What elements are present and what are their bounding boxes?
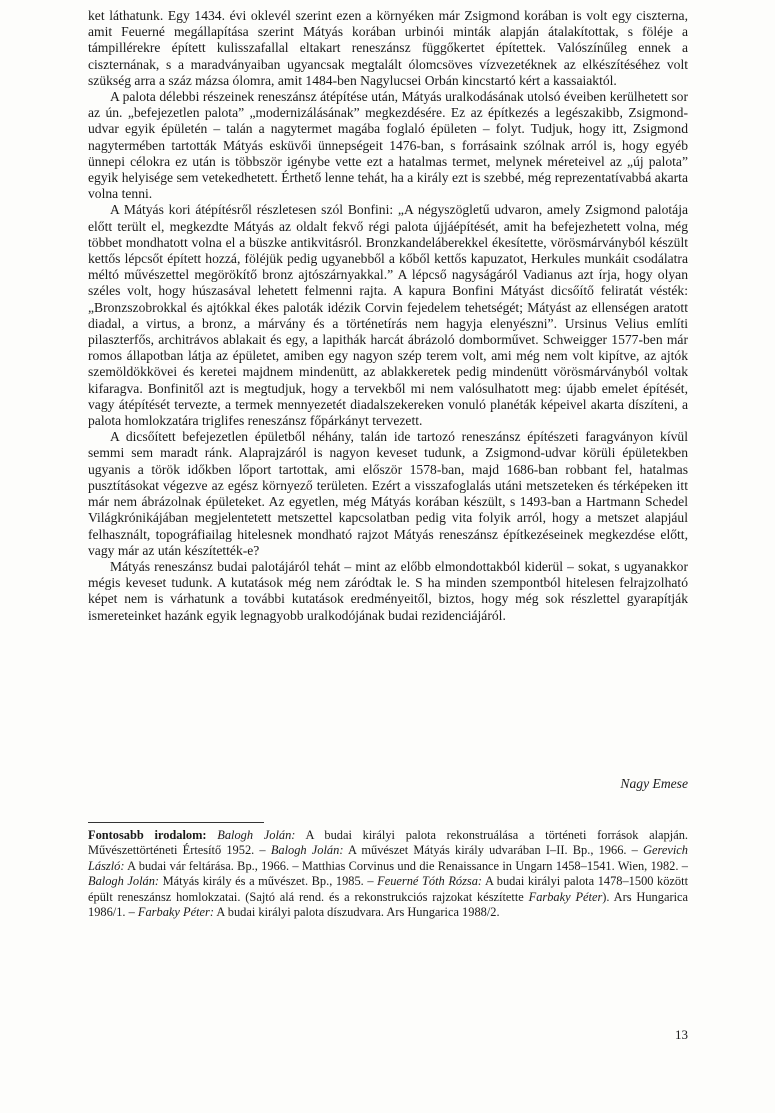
paragraph-5: Mátyás reneszánsz budai palotájáról tehát – mint az előbb elmondottakból kiderül – sokat, s ugyanakkor mégis keveset tudunk. A kutatások még nem záródtak le. S ha minden szempontból hitelesen felrajzolható képet nem is várhatunk a további kutatások eredményeitől, biztos, hogy még sok részlettel gyarapítják ismereteinket hazánk egyik legnagyobb uralkodójának budai rezidenciájáról. xyxy=(88,558,688,623)
ref-text: A budai királyi palota díszudvara. Ars Hungarica 1988/2. xyxy=(213,905,500,920)
ref-editor: Farbaky Péter xyxy=(528,889,603,904)
ref-author: Gerevich László: xyxy=(88,843,688,873)
ref-text: Mátyás király és a művészet. Bp., 1985. – xyxy=(159,874,378,889)
ref-text: ). Ars Hungarica 1986/1. – xyxy=(88,889,689,920)
ref-text: A budai vár feltárása. Bp., 1966. – Matthias Corvinus und die Renaissance in Ungarn 1458–1541. Wien, 1982. – xyxy=(124,858,688,873)
ref-author: Balogh Jolán: xyxy=(88,874,160,889)
ref-author: Farbaky Péter: xyxy=(137,905,214,920)
references-label: Fontosabb irodalom: xyxy=(88,828,207,842)
ref-text: A budai királyi palota 1478–1500 között épült reneszánsz homlokzatai. (Sajtó alá rend. és a rekonstrukciós rajzokat készítette xyxy=(88,874,689,904)
paragraph-4: A dicsőített befejezetlen épületből néhány, talán ide tartozó reneszánsz építészeti faragványon kívül semmi sem maradt ránk. Alaprajzáról is nagyon keveset tudunk, a Zsigmond-udvar körüli épületekben ugyanis a török időkben lőport tartottak, ami először 1578-ban, majd 1686-ban robbant fel, hatalmas pusztításokat végezve az egész környező területen. Ezért a visszafoglalás utáni metszeteken és térképeken itt már nem ábrázolnak épületeket. Az egyetlen, még Mátyás korában készült, s 1493-ban a Hartmann Schedel Világkrónikájában megjelentetett metszettel kapcsolatban pedig vita folyik arról, hogy a metszet alapjául felhasznált, topográfiailag hitelesnek mondható rajzot Mátyás reneszánsz építkezéseinek megkezdése előtt, vagy már az után készítették-e? xyxy=(88,429,688,558)
ref-author: Balogh Jolán: xyxy=(217,828,296,842)
paragraph-2: A palota délebbi részeinek reneszánsz átépítése után, Mátyás uralkodásának utolsó éveiben kerülhetett sor az ún. „befejezetlen palota” „modernizálásának” megkezdésére. Ez az építkezés a legészakibb, Zsigmond-udvar egyik épületén – talán a nagytermet magába foglaló épületen – folyt. Tudjuk, hogy itt, Zsigmond nagytermében tartották Mátyás esküvői ünnepségeit 1476-ban, s forrásaink szólnak arról is, hogy egyéb ünnepi célokra ez után is többször igénybe vette ezt a hatalmas termet, melynek méreteivel az „új palota” egyik helyisége sem vetekedhetett. Érthető lenne tehát, ha a király ezt is szebbé, még reprezentatívabbá akarta volna tenni. xyxy=(88,89,688,202)
references-block xyxy=(88,828,688,920)
author-signature: Nagy Emese xyxy=(620,776,688,791)
paragraph-3: A Mátyás kori átépítésről részletesen szól Bonfini: „A négyszögletű udvaron, amely Zsigmond palotája előtt terült el, megkezdte Mátyás az oldalt fekvő régi palota újjáépítését, amit ha befejezhetett volna, még többet mondhatott volna el a büszke antikvitásról. Bronzkandeláberekkel ékesítette, vörösmárványból készült kettős lépcsőt épített hozzá, föléjük pedig ugyanebből a kőből kettős kapuzatot, Herkules munkáit csodálatra méltó művészettel megörökítő bronz ajtószárnyakkal.” A lépcső nagyságáról Vadianus azt írja, hogy olyan széles volt, hogy húszasával lehetett felmenni rajta. A kapura Bonfini Mátyást dicsőítő feliratát vésték: „Bronzszobrokkal és ajtókkal ékes paloták idézik Corvin fejedelem tehetségét; Mátyást az ellenségen aratott diadal, a virtus, a bronz, a márvány és a történetírás nem hagyja elenyészni”. Ursinus Velius említi pilaszterfős, architrávos ablakait és egy, a lapithák harcát ábrázoló domborművet. Schweigger 1577-ben már romos állapotban látja az épületet, amiben egy nagyon szép terem volt, ami még nem volt kipítve, az ajtók szemöldökkövei és keretei majdnem mindenütt, az ablakkeretek pedig mindenütt vörösmárványból voltak kifaragva. Bonfinitől azt is megtudjuk, hogy a tervekből mi nem valósulhatott meg: újabb emelet építését, vagy átépítését tervezte, a termek mennyezetét diadalszekereken vonuló planéták képeivel akarta díszíteni, a palota homlokzatára triglifes reneszánsz főpárkányt tervezett. xyxy=(88,202,688,429)
ref-text: A budai királyi palota rekonstruálása a történeti források alapján. Művészettörténeti Értesítő 1952. – xyxy=(88,828,688,858)
page-number: 13 xyxy=(675,1027,688,1042)
paragraph-1: ket láthatunk. Egy 1434. évi oklevél szerint ezen a környéken már Zsigmond korában is volt egy ciszterna, amit Feuerné megállapítása szerint Mátyás korában urbinói minták alapján átalakítottak, s föléje a támpillérekre épített kulisszafallal eltakart reneszánsz függőkertet építettek. Valószínűleg ennek a ciszternának, s a maradványaiban ugyancsak megtalált ólomcsöves vízvezetéknek az elkészítéséhez volt szükség arra a száz mázsa ólomra, amit 1484-ben Nagylucsei Orbán kincstartó kért a kassaiaktól. xyxy=(88,8,688,88)
ref-author: Feuerné Tóth Rózsa: xyxy=(377,874,483,889)
main-text-column xyxy=(88,8,688,624)
footnote-divider xyxy=(88,822,264,823)
ref-author: Balogh Jolán: xyxy=(270,843,344,858)
ref-text: A művészet Mátyás király udvarában I–II. Bp., 1966. – xyxy=(343,843,644,858)
